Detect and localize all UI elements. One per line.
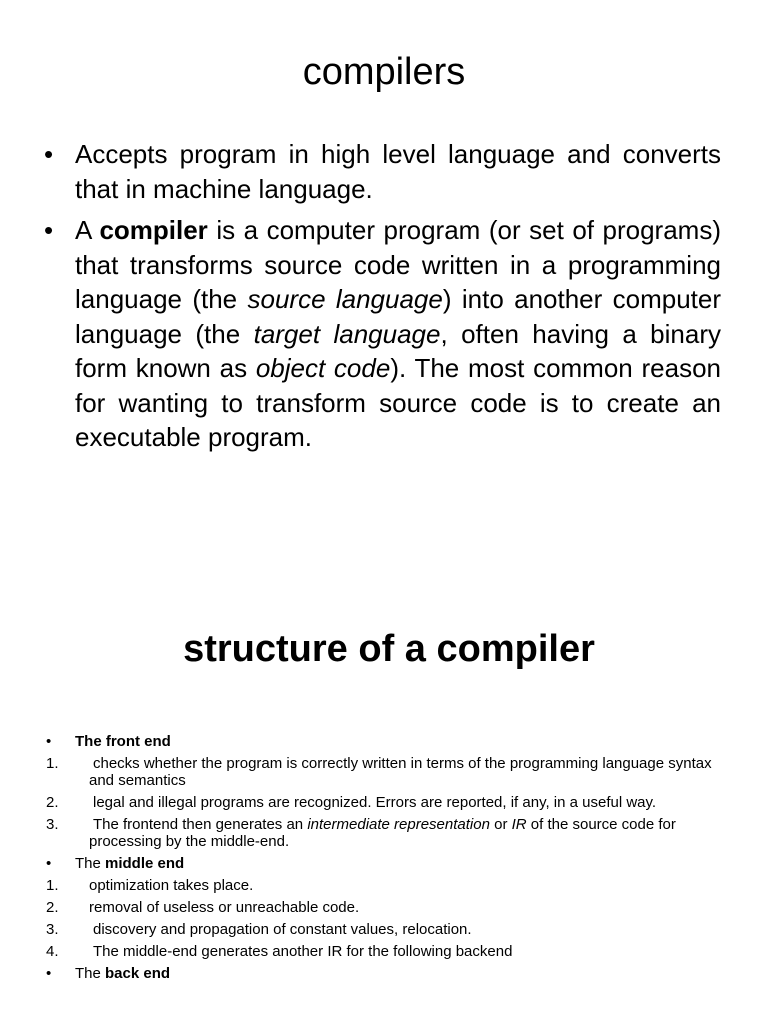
bullet-dot: • [44, 139, 54, 169]
text-run: ). The most common reason for wanting to transform source code is to create an executable program. [75, 353, 721, 452]
list-item [46, 921, 726, 938]
item-text: optimization takes place. [89, 877, 254, 894]
heading-text: The front end [75, 733, 171, 750]
item-text: discovery and propagation of constant values, relocation. [93, 921, 472, 938]
text-run: The frontend then generates an [93, 816, 308, 833]
list-item [46, 794, 726, 811]
section-heading-middle-end [46, 855, 726, 872]
item-number: 2. [46, 899, 59, 916]
text-run: , often having a binary form known as [75, 318, 721, 383]
item-text: legal and illegal programs are recognized. Errors are reported, if any, in a useful way. [93, 794, 657, 811]
italic-term: IR [511, 816, 527, 833]
bullet-item-accepts [44, 137, 721, 206]
item-number: 3. [46, 921, 59, 938]
list-item [46, 943, 726, 960]
bullet-dot: • [46, 965, 52, 982]
bold-term-compiler: compiler [99, 215, 208, 245]
text-run: or [489, 816, 512, 833]
section-heading-back-end [46, 965, 726, 982]
text-run: of the source code for processing by the middle-end. [89, 816, 676, 850]
bullet-text: Accepts program in high level language and converts that in machine language. [75, 139, 721, 204]
item-text: removal of useless or unreachable code. [89, 899, 360, 916]
list-item [46, 755, 726, 789]
structure-list [46, 733, 726, 987]
item-text [89, 816, 676, 850]
bullet-dot: • [44, 215, 54, 245]
list-item [46, 877, 726, 894]
slide-structure [0, 560, 768, 1024]
italic-term: intermediate representation [307, 816, 490, 833]
section-heading-front-end [46, 733, 726, 750]
item-number: 1. [46, 877, 59, 894]
slide-title: structure of a compiler [183, 628, 595, 670]
heading-text: middle end [105, 855, 185, 872]
bullet-dot: • [46, 855, 52, 872]
item-number: 4. [46, 943, 59, 960]
heading-prefix: The [75, 965, 106, 982]
slide-title: compilers [302, 51, 466, 93]
item-number: 3. [46, 816, 59, 833]
bullet-dot: • [46, 733, 52, 750]
heading-text: back end [105, 965, 171, 982]
italic-term-source-language: source language [247, 284, 443, 314]
italic-term-object-code: object code [255, 353, 391, 383]
bullet-item-definition [44, 213, 721, 455]
item-text: The middle-end generates another IR for the following backend [93, 943, 513, 960]
item-number: 2. [46, 794, 59, 811]
list-item [46, 816, 726, 850]
heading-prefix: The [75, 855, 106, 872]
text-run: is a computer program (or set of programs) that transforms source code written in a programming language (the [75, 215, 721, 314]
bullet-list [44, 137, 721, 462]
text-run: ) into another computer language (the [75, 284, 722, 349]
item-text: checks whether the program is correctly written in terms of the programming language syntax and semantics [89, 755, 712, 789]
list-item [46, 899, 726, 916]
italic-term-target-language: target language [253, 318, 441, 349]
item-number: 1. [46, 755, 59, 772]
text-run: A [75, 215, 100, 245]
